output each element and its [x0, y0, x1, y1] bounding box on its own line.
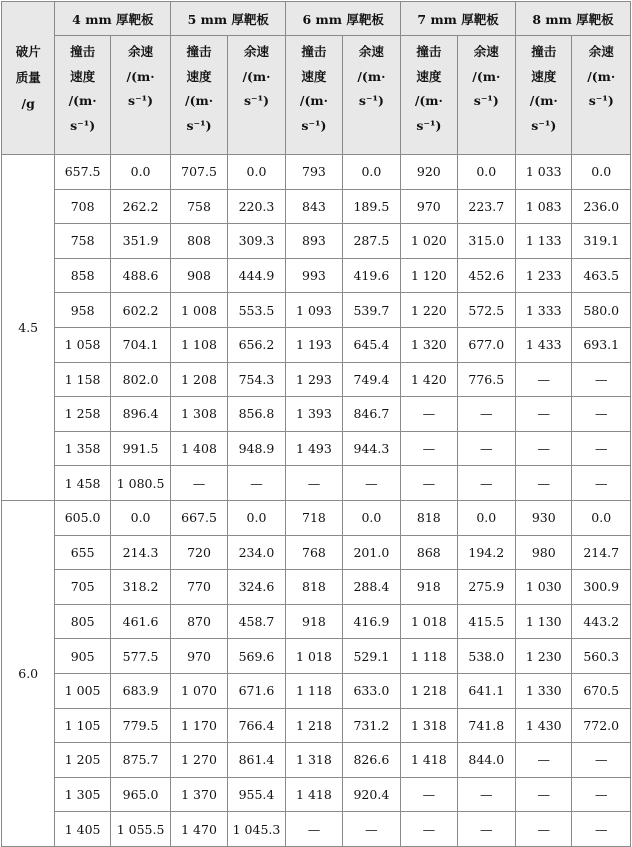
table-row [2, 189, 631, 224]
residual-label-line: 余速 [473, 44, 499, 59]
impact-speed-cell: 1 033 [516, 155, 572, 190]
residual-speed-cell: 319.1 [572, 224, 631, 259]
residual-speed-cell: 1 080.5 [110, 466, 170, 501]
residual-speed-cell: 944.3 [342, 431, 400, 466]
plate-4mm-header: 4 mm 厚靶板 [55, 2, 171, 36]
impact-speed-cell: 1 318 [401, 708, 457, 743]
impact-speed-cell: 1 208 [171, 362, 227, 397]
residual-speed-cell: 856.8 [227, 397, 285, 432]
impact-speed-cell: 1 318 [286, 743, 342, 778]
impact-speed-cell: — [516, 743, 572, 778]
speed-label-line: s⁻¹) [70, 117, 96, 133]
impact-speed-cell: 667.5 [171, 500, 227, 535]
residual-speed-cell: 0.0 [572, 155, 631, 190]
table-row [2, 570, 631, 605]
impact-speed-cell: 920 [401, 155, 457, 190]
impact-speed-cell: 1 433 [516, 327, 572, 362]
impact-speed-cell: 1 020 [401, 224, 457, 259]
residual-speed-cell: 965.0 [110, 777, 170, 812]
residual-speed-cell: 443.2 [572, 604, 631, 639]
residual-speed-cell: — [572, 777, 631, 812]
residual-speed-cell: 920.4 [342, 777, 400, 812]
residual-speed-cell: 948.9 [227, 431, 285, 466]
residual-label-line: /(m· [242, 68, 271, 84]
speed-label-line: s⁻¹) [416, 117, 442, 133]
impact-speed-cell: — [171, 466, 227, 501]
residual-label-line: /(m· [357, 68, 386, 84]
residual-speed-cell: 223.7 [457, 189, 515, 224]
table-row [2, 708, 631, 743]
residual-speed-cell: — [572, 812, 631, 847]
residual-speed-cell: 0.0 [227, 155, 285, 190]
residual-speed-cell: 772.0 [572, 708, 631, 743]
impact-speed-cell: 1 333 [516, 293, 572, 328]
impact-speed-cell: 1 005 [55, 673, 110, 708]
residual-speed-header [342, 36, 400, 155]
residual-speed-header [572, 36, 631, 155]
impact-speed-cell: 1 018 [401, 604, 457, 639]
impact-speed-cell: 918 [401, 570, 457, 605]
impact-speed-cell: 1 133 [516, 224, 572, 259]
impact-speed-cell: 1 270 [171, 743, 227, 778]
residual-speed-cell: 693.1 [572, 327, 631, 362]
fragment-mass-header [2, 2, 55, 155]
impact-speed-header [516, 36, 572, 155]
residual-speed-cell: 802.0 [110, 362, 170, 397]
penetration-data-table [1, 1, 631, 847]
impact-speed-cell: 657.5 [55, 155, 110, 190]
impact-speed-cell: 1 118 [401, 639, 457, 674]
residual-speed-cell: 461.6 [110, 604, 170, 639]
impact-speed-cell: — [401, 431, 457, 466]
residual-speed-cell: 896.4 [110, 397, 170, 432]
impact-speed-cell: 1 218 [401, 673, 457, 708]
speed-label-line: /(m· [529, 93, 558, 108]
fragment-mass-cell: 6.0 [2, 500, 55, 846]
plate-7mm-header: 7 mm 厚靶板 [401, 2, 516, 36]
residual-speed-cell: 560.3 [572, 639, 631, 674]
speed-label-line: s⁻¹) [186, 117, 212, 133]
mass-label-line: 质量 [15, 70, 41, 85]
table-row [2, 673, 631, 708]
residual-speed-cell: 1 055.5 [110, 812, 170, 847]
residual-label-line: /(m· [126, 68, 155, 84]
impact-speed-cell: 1 258 [55, 397, 110, 432]
table-row [2, 500, 631, 535]
impact-speed-cell: 1 093 [286, 293, 342, 328]
impact-speed-cell: 1 293 [286, 362, 342, 397]
residual-speed-cell: 419.6 [342, 258, 400, 293]
impact-speed-cell: 1 030 [516, 570, 572, 605]
speed-label-line: /(m· [68, 93, 97, 108]
residual-speed-cell: 324.6 [227, 570, 285, 605]
table-row [2, 812, 631, 847]
impact-speed-cell: 1 130 [516, 604, 572, 639]
impact-speed-cell: 1 320 [401, 327, 457, 362]
table-row [2, 258, 631, 293]
residual-speed-cell: 656.2 [227, 327, 285, 362]
residual-speed-cell: 275.9 [457, 570, 515, 605]
impact-speed-cell: 1 083 [516, 189, 572, 224]
speed-label-line: 速度 [70, 68, 96, 84]
residual-speed-cell: 0.0 [342, 500, 400, 535]
impact-speed-cell: 1 105 [55, 708, 110, 743]
impact-speed-cell: 1 358 [55, 431, 110, 466]
impact-speed-cell: 970 [401, 189, 457, 224]
residual-speed-cell: 577.5 [110, 639, 170, 674]
table-row [2, 397, 631, 432]
residual-speed-cell: 0.0 [457, 155, 515, 190]
speed-label-line: /(m· [299, 93, 328, 108]
residual-speed-cell: 458.7 [227, 604, 285, 639]
mass-group-4-5 [2, 155, 631, 501]
residual-speed-cell: — [457, 431, 515, 466]
residual-speed-cell: 444.9 [227, 258, 285, 293]
speed-label-line: /(m· [414, 93, 443, 108]
residual-speed-cell: 539.7 [342, 293, 400, 328]
table-row [2, 362, 631, 397]
impact-speed-cell: — [401, 777, 457, 812]
table-row [2, 466, 631, 501]
residual-speed-cell: 0.0 [457, 500, 515, 535]
residual-speed-cell: 844.0 [457, 743, 515, 778]
residual-label-line: s⁻¹) [473, 93, 499, 108]
residual-speed-cell: 201.0 [342, 535, 400, 570]
speed-label-line: 撞击 [531, 44, 557, 59]
impact-speed-cell: — [401, 812, 457, 847]
residual-label-line: /(m· [587, 68, 616, 84]
impact-speed-cell: 1 458 [55, 466, 110, 501]
residual-speed-cell: 234.0 [227, 535, 285, 570]
impact-speed-cell: 718 [286, 500, 342, 535]
residual-speed-cell: 416.9 [342, 604, 400, 639]
residual-speed-cell: — [457, 466, 515, 501]
table-header [2, 2, 631, 155]
residual-speed-cell: 0.0 [110, 500, 170, 535]
residual-label-line: 余速 [588, 44, 614, 59]
mass-label-line: /g [21, 96, 35, 111]
impact-speed-cell: 905 [55, 639, 110, 674]
residual-speed-cell: — [457, 812, 515, 847]
impact-speed-cell: 1 220 [401, 293, 457, 328]
speed-label-line: /(m· [185, 93, 214, 108]
residual-speed-cell: 671.6 [227, 673, 285, 708]
impact-speed-cell: 870 [171, 604, 227, 639]
impact-speed-cell: 758 [55, 224, 110, 259]
impact-speed-cell: 980 [516, 535, 572, 570]
impact-speed-cell: 1 058 [55, 327, 110, 362]
speed-label-line: 速度 [531, 68, 557, 84]
impact-speed-cell: 1 158 [55, 362, 110, 397]
table-row [2, 327, 631, 362]
residual-speed-cell: 452.6 [457, 258, 515, 293]
residual-label-line: 余速 [243, 44, 269, 59]
residual-speed-cell: 754.3 [227, 362, 285, 397]
residual-speed-cell: — [457, 397, 515, 432]
speed-label-line: 撞击 [301, 44, 327, 59]
header-row-columns [2, 36, 631, 155]
residual-speed-cell: 861.4 [227, 743, 285, 778]
speed-label-line: 撞击 [70, 44, 96, 59]
impact-speed-cell: 768 [286, 535, 342, 570]
residual-label-line: 余速 [128, 44, 154, 59]
fragment-mass-cell: 4.5 [2, 155, 55, 501]
speed-label-line: s⁻¹) [301, 117, 327, 133]
speed-label-line: 撞击 [186, 44, 212, 59]
residual-speed-cell: 766.4 [227, 708, 285, 743]
impact-speed-cell: 1 170 [171, 708, 227, 743]
residual-speed-cell: 529.1 [342, 639, 400, 674]
impact-speed-cell: 970 [171, 639, 227, 674]
impact-speed-cell: 858 [55, 258, 110, 293]
impact-speed-cell: 1 108 [171, 327, 227, 362]
impact-speed-cell: — [516, 362, 572, 397]
residual-speed-cell: 580.0 [572, 293, 631, 328]
residual-speed-cell: 826.6 [342, 743, 400, 778]
impact-speed-cell: 1 405 [55, 812, 110, 847]
residual-speed-cell: 683.9 [110, 673, 170, 708]
residual-speed-header [227, 36, 285, 155]
residual-speed-cell: 488.6 [110, 258, 170, 293]
residual-speed-cell: 0.0 [110, 155, 170, 190]
residual-speed-cell: 633.0 [342, 673, 400, 708]
mass-label-line: 破片 [15, 44, 41, 59]
impact-speed-cell: 805 [55, 604, 110, 639]
residual-speed-cell: 670.5 [572, 673, 631, 708]
residual-speed-cell: — [342, 466, 400, 501]
residual-speed-cell: — [572, 466, 631, 501]
mass-group-6-0 [2, 500, 631, 846]
residual-speed-cell: 351.9 [110, 224, 170, 259]
impact-speed-cell: 1 070 [171, 673, 227, 708]
impact-speed-cell: 708 [55, 189, 110, 224]
residual-speed-cell: 214.3 [110, 535, 170, 570]
impact-speed-cell: 1 193 [286, 327, 342, 362]
residual-label-line: s⁻¹) [588, 93, 614, 108]
impact-speed-cell: 1 308 [171, 397, 227, 432]
impact-speed-cell: — [516, 812, 572, 847]
residual-speed-cell: 315.0 [457, 224, 515, 259]
plate-5mm-header: 5 mm 厚靶板 [171, 2, 286, 36]
impact-speed-cell: 868 [401, 535, 457, 570]
residual-speed-cell: 288.4 [342, 570, 400, 605]
residual-speed-cell: 991.5 [110, 431, 170, 466]
table-row [2, 743, 631, 778]
impact-speed-header [171, 36, 227, 155]
impact-speed-cell: 808 [171, 224, 227, 259]
impact-speed-cell: 1 418 [401, 743, 457, 778]
plate-8mm-header: 8 mm 厚靶板 [516, 2, 631, 36]
residual-speed-cell: 0.0 [572, 500, 631, 535]
residual-speed-cell: 846.7 [342, 397, 400, 432]
residual-speed-cell: — [572, 431, 631, 466]
impact-speed-cell: 1 118 [286, 673, 342, 708]
speed-label-line: 撞击 [416, 44, 442, 59]
impact-speed-cell: 655 [55, 535, 110, 570]
impact-speed-header [286, 36, 342, 155]
impact-speed-cell: 1 218 [286, 708, 342, 743]
residual-label-line: s⁻¹) [128, 93, 154, 108]
impact-speed-cell: 720 [171, 535, 227, 570]
speed-label-line: s⁻¹) [531, 117, 557, 133]
impact-speed-cell: 605.0 [55, 500, 110, 535]
impact-speed-cell: 908 [171, 258, 227, 293]
impact-speed-cell: 705 [55, 570, 110, 605]
impact-speed-cell: 770 [171, 570, 227, 605]
impact-speed-cell: 1 420 [401, 362, 457, 397]
impact-speed-cell: 1 018 [286, 639, 342, 674]
impact-speed-cell: 1 008 [171, 293, 227, 328]
impact-speed-cell: 1 305 [55, 777, 110, 812]
impact-speed-cell: — [516, 466, 572, 501]
residual-speed-cell: — [572, 362, 631, 397]
impact-speed-cell: 1 330 [516, 673, 572, 708]
impact-speed-header [401, 36, 457, 155]
impact-speed-cell: 1 393 [286, 397, 342, 432]
impact-speed-cell: 1 408 [171, 431, 227, 466]
impact-speed-cell: 1 493 [286, 431, 342, 466]
residual-speed-cell: 776.5 [457, 362, 515, 397]
residual-speed-cell: 0.0 [227, 500, 285, 535]
residual-speed-cell: 189.5 [342, 189, 400, 224]
residual-speed-cell: 731.2 [342, 708, 400, 743]
impact-speed-cell: 1 418 [286, 777, 342, 812]
speed-label-line: 速度 [416, 68, 442, 84]
impact-speed-cell: 843 [286, 189, 342, 224]
header-row-plates [2, 2, 631, 36]
residual-speed-cell: 955.4 [227, 777, 285, 812]
residual-speed-header [457, 36, 515, 155]
impact-speed-cell: — [401, 466, 457, 501]
residual-speed-cell: 749.4 [342, 362, 400, 397]
impact-speed-cell: 993 [286, 258, 342, 293]
impact-speed-cell: — [286, 466, 342, 501]
residual-speed-cell: — [572, 397, 631, 432]
impact-speed-cell: 1 470 [171, 812, 227, 847]
impact-speed-cell: 1 370 [171, 777, 227, 812]
residual-speed-cell: 704.1 [110, 327, 170, 362]
residual-speed-cell: 236.0 [572, 189, 631, 224]
table-row [2, 293, 631, 328]
residual-speed-header [110, 36, 170, 155]
residual-speed-cell: 602.2 [110, 293, 170, 328]
impact-speed-cell: 1 230 [516, 639, 572, 674]
table-row [2, 155, 631, 190]
impact-speed-cell: 1 430 [516, 708, 572, 743]
residual-label-line: /(m· [472, 68, 501, 84]
speed-label-line: 速度 [301, 68, 327, 84]
impact-speed-cell: 893 [286, 224, 342, 259]
impact-speed-cell: 1 120 [401, 258, 457, 293]
table-row [2, 604, 631, 639]
residual-speed-cell: 463.5 [572, 258, 631, 293]
impact-speed-cell: — [401, 397, 457, 432]
impact-speed-cell: 1 233 [516, 258, 572, 293]
residual-label-line: s⁻¹) [243, 93, 269, 108]
residual-speed-cell: 0.0 [342, 155, 400, 190]
table-row [2, 224, 631, 259]
impact-speed-cell: 1 205 [55, 743, 110, 778]
table-row [2, 639, 631, 674]
impact-speed-cell: 707.5 [171, 155, 227, 190]
impact-speed-cell: — [516, 397, 572, 432]
impact-speed-cell: 758 [171, 189, 227, 224]
impact-speed-cell: 818 [286, 570, 342, 605]
residual-speed-cell: 194.2 [457, 535, 515, 570]
residual-speed-cell: 569.6 [227, 639, 285, 674]
residual-speed-cell: 645.4 [342, 327, 400, 362]
residual-speed-cell: 220.3 [227, 189, 285, 224]
impact-speed-cell: 793 [286, 155, 342, 190]
residual-speed-cell: 741.8 [457, 708, 515, 743]
residual-speed-cell: — [342, 812, 400, 847]
impact-speed-cell: 818 [401, 500, 457, 535]
residual-speed-cell: — [227, 466, 285, 501]
residual-speed-cell: 318.2 [110, 570, 170, 605]
residual-speed-cell: — [572, 743, 631, 778]
residual-speed-cell: 572.5 [457, 293, 515, 328]
residual-label-line: s⁻¹) [358, 93, 384, 108]
table-row [2, 431, 631, 466]
impact-speed-header [55, 36, 110, 155]
residual-speed-cell: 1 045.3 [227, 812, 285, 847]
residual-speed-cell: 677.0 [457, 327, 515, 362]
impact-speed-cell: — [516, 431, 572, 466]
residual-speed-cell: 538.0 [457, 639, 515, 674]
impact-speed-cell: 930 [516, 500, 572, 535]
residual-label-line: 余速 [358, 44, 384, 59]
table-row [2, 535, 631, 570]
impact-speed-cell: — [286, 812, 342, 847]
residual-speed-cell: 262.2 [110, 189, 170, 224]
residual-speed-cell: 553.5 [227, 293, 285, 328]
residual-speed-cell: 641.1 [457, 673, 515, 708]
residual-speed-cell: — [457, 777, 515, 812]
residual-speed-cell: 300.9 [572, 570, 631, 605]
residual-speed-cell: 779.5 [110, 708, 170, 743]
plate-6mm-header: 6 mm 厚靶板 [286, 2, 401, 36]
residual-speed-cell: 214.7 [572, 535, 631, 570]
table-row [2, 777, 631, 812]
impact-speed-cell: — [516, 777, 572, 812]
residual-speed-cell: 415.5 [457, 604, 515, 639]
residual-speed-cell: 875.7 [110, 743, 170, 778]
speed-label-line: 速度 [186, 68, 212, 84]
impact-speed-cell: 918 [286, 604, 342, 639]
residual-speed-cell: 287.5 [342, 224, 400, 259]
residual-speed-cell: 309.3 [227, 224, 285, 259]
impact-speed-cell: 958 [55, 293, 110, 328]
